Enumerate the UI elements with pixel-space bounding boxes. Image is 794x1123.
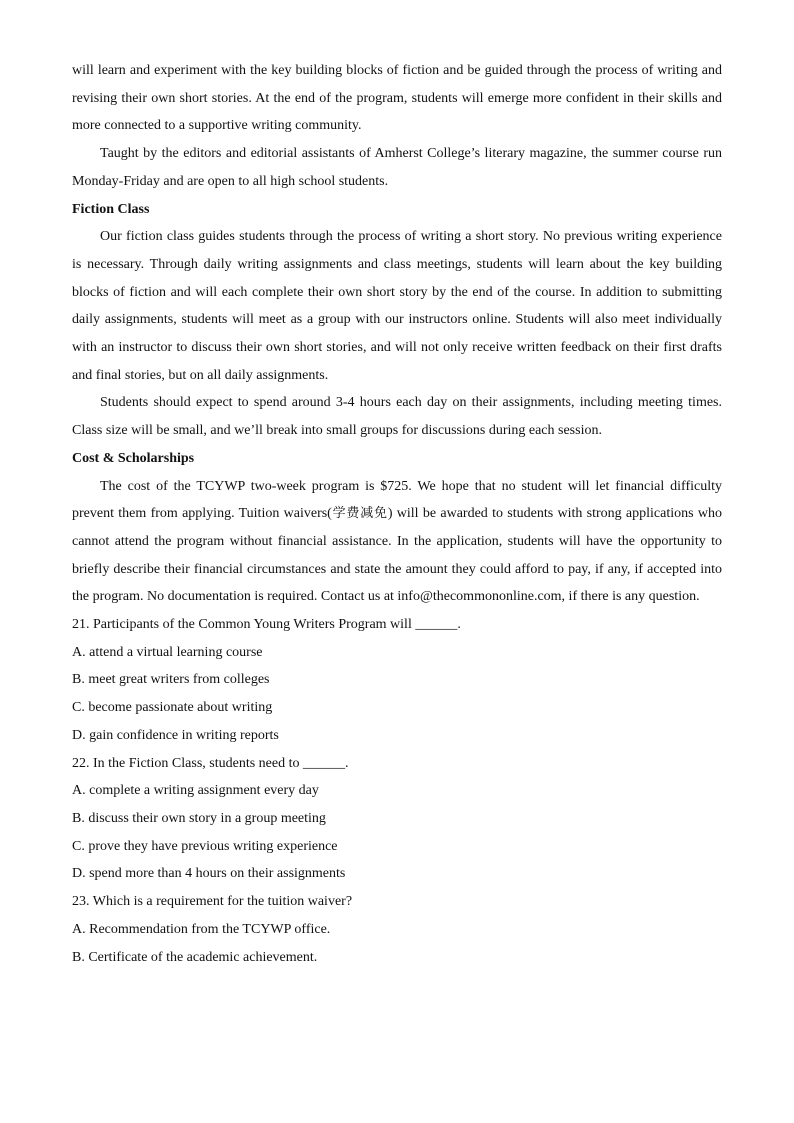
option-b: B. discuss their own story in a group meeting [72, 810, 326, 826]
question-23 [72, 888, 722, 971]
option-a: A. Recommendation from the TCYWP office. [72, 921, 331, 937]
question-stem: 23. Which is a requirement for the tuition waiver? [72, 894, 353, 910]
option-c: C. prove they have previous writing experience [72, 838, 338, 854]
option-a: A. attend a virtual learning course [72, 644, 263, 660]
option-c: C. become passionate about writing [72, 700, 273, 716]
cost-text-part-2: ) will be awarded to students with strong applications who cannot attend the program without financial assistance. In the application, students will have the opportunity to briefly describe their financial circumstances and state the amount they could afford to pay, if any, if accepted into the program. No documentation is required. Contact us at info@thecommononline.com, if there is any question. [72, 506, 722, 605]
paragraph-taught-by: Taught by the editors and editorial assistants of Amherst College’s literary magazine, the summer course run Monday-Friday and are open to all high school students. [72, 146, 722, 189]
question-stem: 22. In the Fiction Class, students need to ______. [72, 755, 349, 771]
option-d: D. spend more than 4 hours on their assignments [72, 866, 346, 882]
question-stem: 21. Participants of the Common Young Writers Program will ______. [72, 617, 461, 633]
heading-fiction-class: Fiction Class [72, 201, 150, 217]
paragraph-intro-continued: will learn and experiment with the key building blocks of fiction and be guided through the process of writing and revising their own short stories. At the end of the program, students will emerge more confident in their skills and more connected to a supportive writing community. [72, 63, 722, 134]
paragraph-time-expectation: Students should expect to spend around 3-4 hours each day on their assignments, including meeting times. Class size will be small, and we’ll break into small groups for discussions during each session. [72, 395, 722, 439]
option-b: B. Certificate of the academic achievement. [72, 949, 318, 965]
cost-text-part-1: The cost of the TCYWP two-week program is $725. We hope that no student will let financial difficulty prevent them from applying. Tuition waivers( [72, 478, 722, 522]
question-21 [72, 611, 722, 750]
document-page [72, 57, 722, 971]
paragraph-cost [72, 473, 722, 612]
option-a: A. complete a writing assignment every day [72, 783, 319, 799]
option-d: D. gain confidence in writing reports [72, 727, 279, 743]
heading-cost-scholarships: Cost & Scholarships [72, 450, 195, 466]
option-b: B. meet great writers from colleges [72, 672, 270, 688]
cost-text-chinese-gloss: 学费减免 [331, 506, 388, 522]
question-22 [72, 750, 722, 889]
paragraph-fiction-class: Our fiction class guides students through the process of writing a short story. No previous writing experience is necessary. Through daily writing assignments and class meetings, students will learn about the key building blocks of fiction and will each complete their own short story by the end of the course. In addition to submitting daily assignments, students will meet as a group with our instructors online. Students will also meet individually with an instructor to discuss their own short stories, and will not only receive written feedback on their first drafts and final stories, but on all daily assignments. [72, 229, 722, 383]
